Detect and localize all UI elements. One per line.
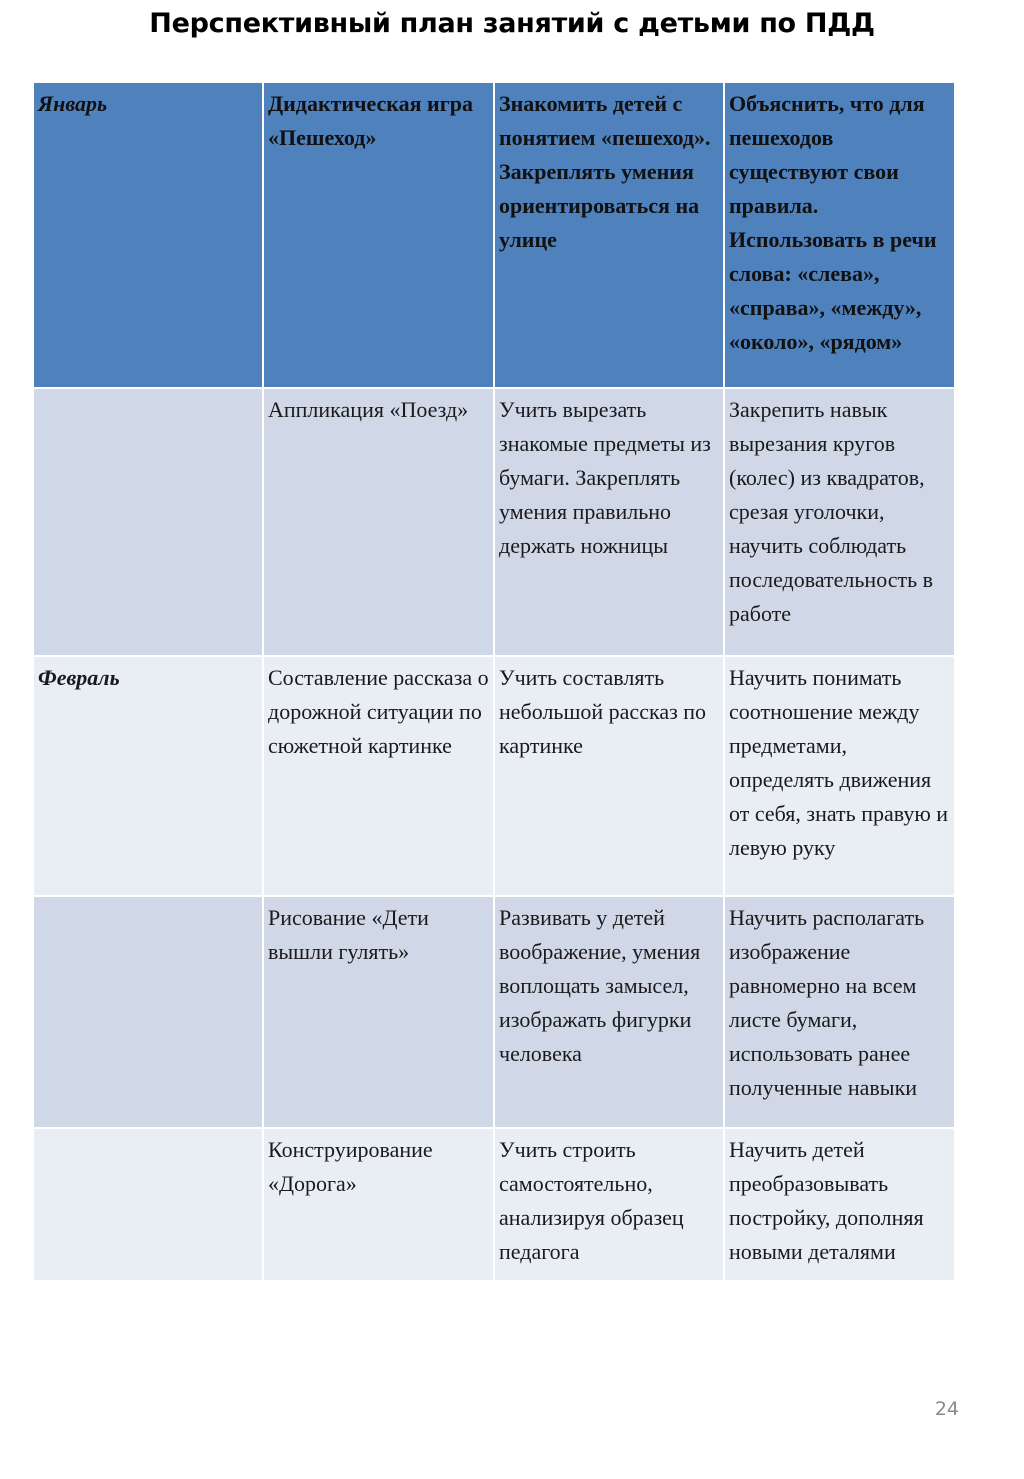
table-row <box>33 82 955 388</box>
table-row <box>33 656 955 896</box>
month-cell <box>33 388 263 656</box>
goal-cell: Учить составлять небольшой рассказ по картинке <box>494 656 724 896</box>
page-number: 24 <box>934 1398 959 1420</box>
task-cell: Объяснить, что для пешеходов существуют свои правила. Использовать в речи слова: «слева», «справа», «между», «около», «рядом» <box>724 82 955 388</box>
goal-cell: Учить строить самостоятельно, анализируя образец педагога <box>494 1128 724 1281</box>
table-row <box>33 1128 955 1281</box>
activity-cell: Аппликация «Поезд» <box>263 388 494 656</box>
table-row <box>33 388 955 656</box>
goal-cell: Знакомить детей с понятием «пешеход». Закреплять умения ориентироваться на улице <box>494 82 724 388</box>
task-cell: Научить детей преобразовывать постройку, дополняя новыми деталями <box>724 1128 955 1281</box>
month-cell <box>33 896 263 1128</box>
activity-cell: Рисование «Дети вышли гулять» <box>263 896 494 1128</box>
plan-table <box>32 81 956 1282</box>
task-cell: Научить располагать изображение равномерно на всем листе бумаги, использовать ранее полученные навыки <box>724 896 955 1128</box>
goal-cell: Учить вырезать знакомые предметы из бумаги. Закреплять умения правильно держать ножницы <box>494 388 724 656</box>
activity-cell: Конструирование «Дорога» <box>263 1128 494 1281</box>
table-row <box>33 896 955 1128</box>
task-cell: Закрепить навык вырезания кругов (колес) из квадратов, срезая уголочки, научить соблюдать последовательность в работе <box>724 388 955 656</box>
month-cell: Февраль <box>33 656 263 896</box>
activity-cell: Составление рассказа о дорожной ситуации по сюжетной картинке <box>263 656 494 896</box>
goal-cell: Развивать у детей воображение, умения воплощать замысел, изображать фигурки человека <box>494 896 724 1128</box>
page-title: Перспективный план занятий с детьми по ПДД <box>149 8 875 39</box>
month-cell <box>33 1128 263 1281</box>
task-cell: Научить понимать соотношение между предметами, определять движения от себя, знать правую и левую руку <box>724 656 955 896</box>
activity-cell: Дидактическая игра «Пешеход» <box>263 82 494 388</box>
month-cell: Январь <box>33 82 263 388</box>
